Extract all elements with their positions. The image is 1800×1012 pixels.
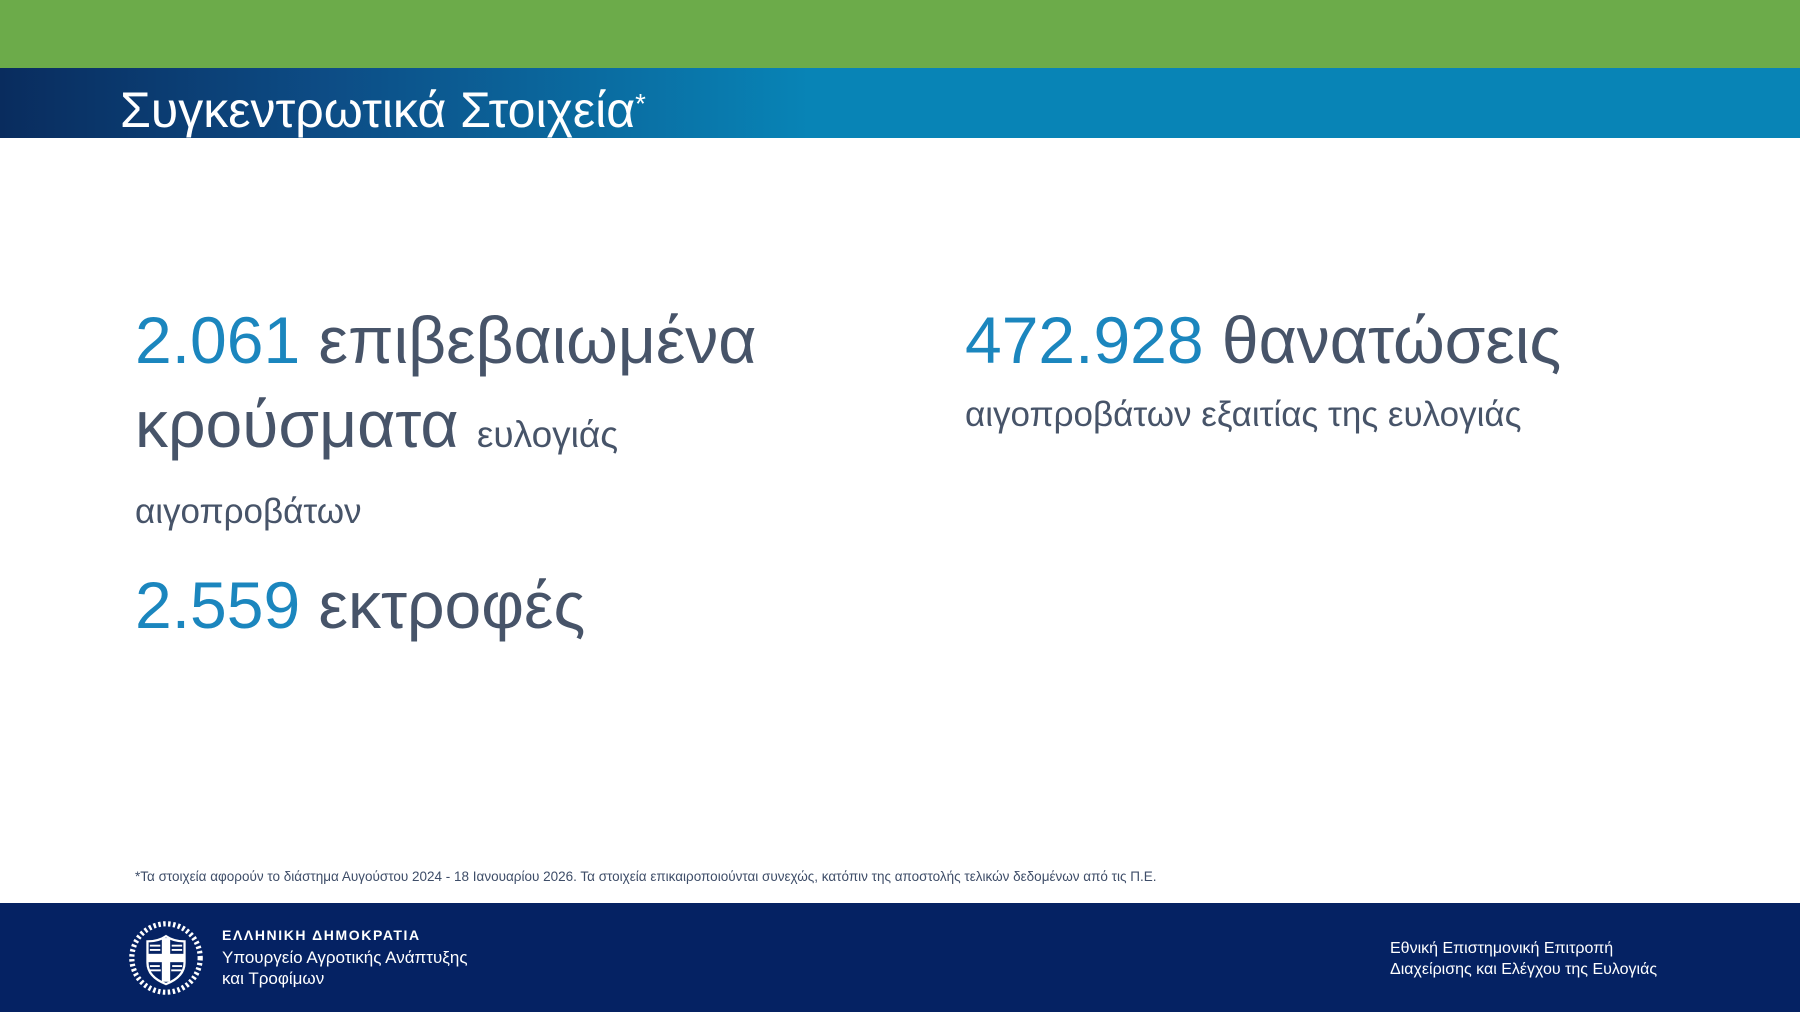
title-asterisk: * xyxy=(635,88,646,119)
stat-culls-number: 472.928 xyxy=(965,303,1204,377)
stat-cases-qualifier2: αιγοπροβάτων xyxy=(135,492,362,531)
stat-cases-word2: κρούσματα xyxy=(135,387,459,461)
greek-coat-of-arms-icon xyxy=(128,920,204,996)
green-top-bar xyxy=(0,0,1800,68)
ministry-block xyxy=(222,925,468,989)
footer-bar xyxy=(0,903,1800,1012)
stat-farms-line xyxy=(135,563,585,647)
footnote: *Τα στοιχεία αφορούν το διάστημα Αυγούστου 2024 - 18 Ιανουαρίου 2026. Τα στοιχεία επικαιροποιούνται συνεχώς, κατόπιν της αποστολής τελικών δεδομένων από τις Π.Ε. xyxy=(135,869,1157,884)
stat-culls xyxy=(965,298,1561,438)
committee-line1: Εθνική Επιστημονική Επιτροπή xyxy=(1390,940,1614,957)
title-bar xyxy=(0,68,1800,138)
stat-cases-line1 xyxy=(135,298,756,382)
stat-cases-qualifier1: ευλογιάς xyxy=(476,414,619,455)
stat-farms-number: 2.559 xyxy=(135,568,301,642)
stat-culls-line1 xyxy=(965,298,1561,382)
page-title-text: Συγκεντρωτικά Στοιχεία xyxy=(120,82,636,138)
stat-culls-sublabel: αιγοπροβάτων εξαιτίας της ευλογιάς xyxy=(965,395,1522,434)
stat-cases-word1: επιβεβαιωμένα xyxy=(318,303,757,377)
hellenic-republic-label: ΕΛΛΗΝΙΚΗ ΔΗΜΟΚΡΑΤΙΑ xyxy=(222,927,421,943)
stat-confirmed-cases xyxy=(135,298,756,535)
committee-block xyxy=(1390,938,1657,980)
stat-farms xyxy=(135,563,585,647)
page-title xyxy=(120,68,646,138)
committee-line2: Διαχείρισης και Ελέγχου της Ευλογιάς xyxy=(1390,961,1658,978)
stat-farms-label: εκτροφές xyxy=(318,568,586,642)
stat-cases-number: 2.061 xyxy=(135,303,301,377)
stat-culls-label: θανατώσεις xyxy=(1221,303,1562,377)
stat-cases-line2 xyxy=(135,382,756,477)
ministry-name-line2: και Τροφίμων xyxy=(222,969,325,988)
ministry-name-line1: Υπουργείο Αγροτικής Ανάπτυξης xyxy=(222,948,468,967)
cross-horizontal-bar xyxy=(148,954,183,962)
